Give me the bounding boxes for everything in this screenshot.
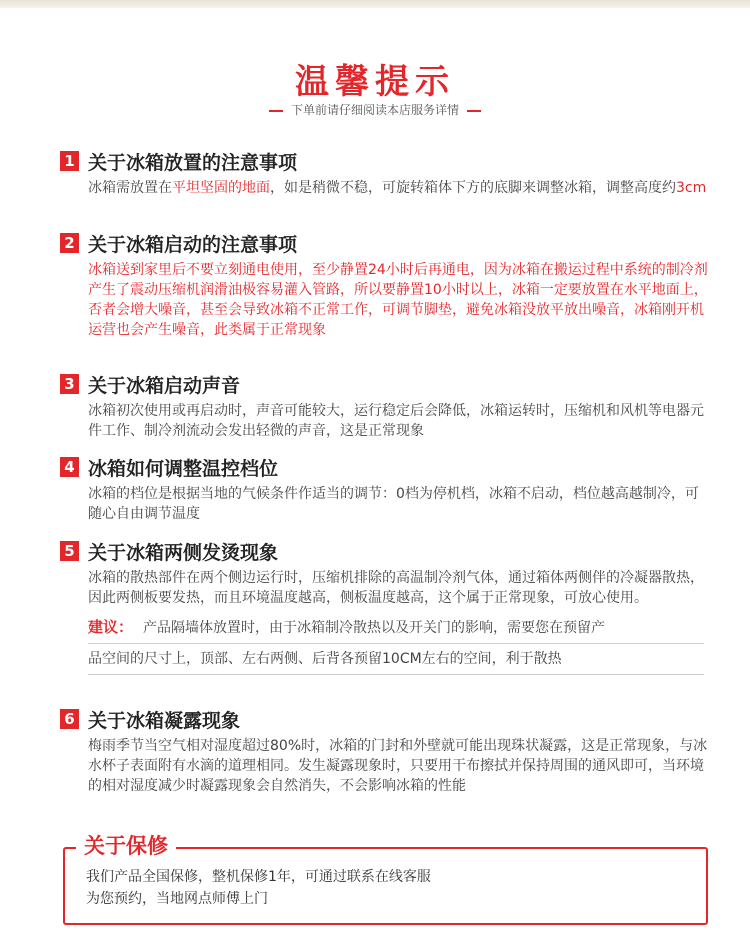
section-temperature-control (60, 454, 710, 524)
section-title: 关于冰箱凝露现象 (88, 709, 241, 732)
subtitle-text: 下单前请仔细阅读本店服务详情 (290, 103, 459, 117)
body-text-part: ，如是稍微不稳，可旋转箱体下方的底脚来调整冰箱，调整高度约 (270, 180, 676, 196)
section-title: 关于冰箱放置的注意事项 (88, 151, 298, 174)
suggestion-line-2: 品空间的尺寸上，顶部、左右两侧、后背各预留10CM左右的空间，利于散热 (88, 648, 704, 675)
section-title: 关于冰箱两侧发烫现象 (88, 541, 279, 564)
subtitle-left-dash (269, 110, 283, 112)
section-number-badge: 2 (60, 233, 79, 253)
section-body: 冰箱初次使用或再启动时，声音可能较大，运行稳定后会降低，冰箱运转时，压缩机和风机等电器元件工作、制冷剂流动会发出轻微的声音，这是正常现象 (88, 403, 704, 439)
page-subtitle (0, 101, 750, 118)
top-decorative-strip (0, 0, 750, 8)
section-number-badge: 5 (60, 541, 79, 561)
section-side-heat (60, 538, 710, 675)
subtitle-right-dash (467, 110, 481, 112)
section-number-badge: 1 (60, 151, 79, 171)
body-highlight: 平坦坚固的地面 (172, 180, 270, 196)
body-text-part: 冰箱需放置在 (88, 180, 172, 196)
section-title: 冰箱如何调整温控档位 (88, 457, 279, 480)
section-condensation (60, 706, 710, 796)
section-body: 冰箱的散热部件在两个侧边运行时，压缩机排除的高温制冷剂气体，通过箱体两侧伴的冷凝器散热，因此两侧板要发热，而且环境温度越高，侧板温度越高，这个属于正常现象，可放心使用。 (88, 570, 704, 606)
page-title: 温馨提示 (295, 62, 455, 102)
section-body: 梅雨季节当空气相对湿度超过80%时，冰箱的门封和外壁就可能出现珠状凝露，这是正常现象，与冰水杯子表面附有水滴的道理相同。发生凝露现象时，只要用干布擦拭并保持周围的通风即可，当环境的相对湿度减少时凝露现象会自然消失，不会影响冰箱的性能 (88, 738, 708, 794)
section-title: 关于冰箱启动的注意事项 (88, 233, 298, 256)
warranty-line-2: 为您预约，当地网点师傅上门 (86, 891, 268, 907)
suggestion-line-1 (88, 616, 704, 644)
body-highlight: 3cm (676, 180, 707, 196)
section-body (88, 178, 708, 198)
warranty-text (86, 866, 646, 910)
suggestion-label: 建议： (88, 618, 134, 636)
section-number-badge: 3 (60, 374, 79, 394)
warranty-line-1: 我们产品全国保修，整机保修1年，可通过联系在线客服 (86, 869, 431, 885)
warranty-title: 关于保修 (76, 830, 176, 860)
section-placement (60, 148, 710, 198)
section-body: 冰箱的档位是根据当地的气候条件作适当的调节：0档为停机档，冰箱不启动，档位越高越制冷，可随心自由调节温度 (88, 486, 699, 522)
section-startup-sound (60, 371, 710, 441)
section-body: 冰箱送到家里后不要立刻通电使用，至少静置24小时后再通电，因为冰箱在搬运过程中系统的制冷剂产生了震动压缩机润滑油极容易灌入管路，所以要静置10小时以上，冰箱一定要放置在水平地面上，否者会增大噪音，甚至会导致冰箱不正常工作，可调节脚垫，避免冰箱没放平放出噪音，冰箱刚开机运营也会产生噪音，此类属于正常现象 (88, 262, 708, 338)
section-startup-notes (60, 230, 710, 340)
section-number-badge: 4 (60, 457, 79, 477)
section-number-badge: 6 (60, 709, 79, 729)
section-title: 关于冰箱启动声音 (88, 374, 241, 397)
suggestion-text: 产品隔墙体放置时，由于冰箱制冷散热以及开关门的影响，需要您在预留产 (143, 620, 606, 636)
